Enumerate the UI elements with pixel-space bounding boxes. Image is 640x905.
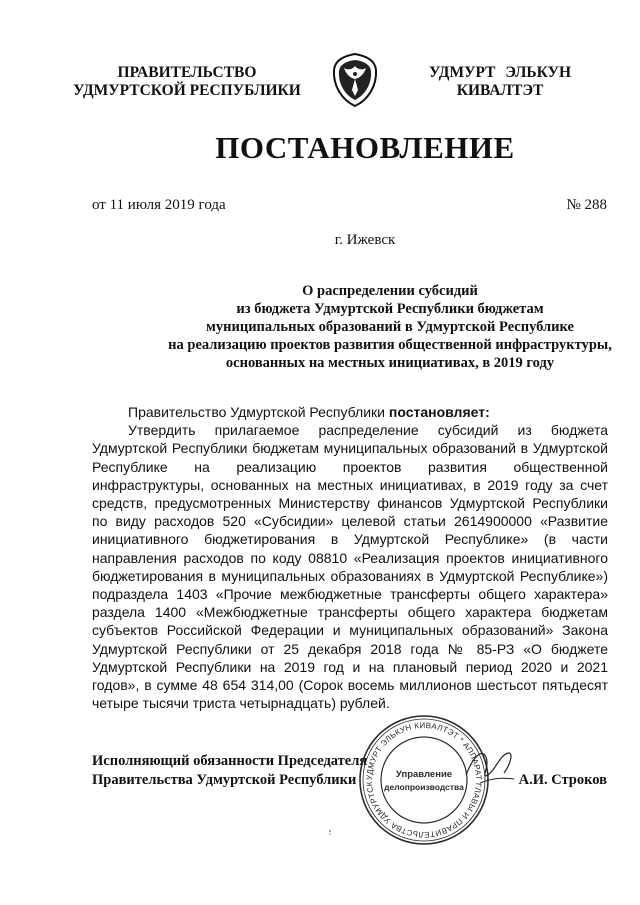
header-left-line1: ПРАВИТЕЛЬСТВО bbox=[117, 64, 257, 81]
scan-speck bbox=[328, 822, 332, 828]
body-intro-decree: постановляет: bbox=[388, 404, 490, 420]
stamp-inner-line1: Управление bbox=[395, 769, 453, 780]
coat-of-arms-emblem bbox=[330, 52, 380, 108]
document-subject bbox=[60, 282, 640, 372]
signature-position bbox=[92, 752, 367, 790]
subject-line: из бюджета Удмуртской Республики бюджетам bbox=[236, 301, 544, 317]
subject-line: О распределении субсидий bbox=[302, 283, 478, 299]
header-right-line2: КИВАЛТЭТ bbox=[456, 82, 544, 99]
stamp-ring-text: УДМУРТ ЭЛЬКУН КИВАЛТЭТ * АППАРАТ ГЛАВЫ И ПРАВИТЕЛЬСТВА УДМУРТСК bbox=[364, 720, 484, 840]
header-left bbox=[62, 64, 342, 100]
signature-position-line1: Исполняющий обязанности Председателя bbox=[92, 753, 368, 769]
handwritten-signature bbox=[460, 735, 520, 795]
signature-position-line2: Правительства Удмуртской Республики bbox=[92, 772, 357, 788]
body-intro bbox=[92, 403, 608, 421]
header-left-line2: УДМУРТСКОЙ РЕСПУБЛИКИ bbox=[73, 82, 301, 99]
signature-name: А.И. Строков bbox=[518, 772, 607, 788]
document-date: от 11 июля 2019 года bbox=[92, 197, 226, 213]
body-paragraph: Утвердить прилагаемое распределение субсидий из бюджета Удмуртской Республики бюджетам муниципальных образований в Удмуртской Республике на реализацию проектов развития общественной инфраструктуры, основанных на местных инициативах, в 2019 году за счет средств, предусмотренных Министерству финансов Удмуртской Республики по виду расходов 520 «Субсидии» целевой статьи 2614900000 «Развитие инициативного бюджетирования в Удмуртской Республике» (в части направления расходов по коду 08810 «Реализация проектов инициативного бюджетирования в муниципальных образованиях в Удмуртской Республике») подраздела 1403 «Прочие межбюджетные трансферты общего характера» раздела 1400 «Межбюджетные трансферты общего характера бюджетам субъектов Российской Федерации и муниципальных образований» Закона Удмуртской Республики от 25 декабря 2018 года № 85-РЗ «О бюджете Удмуртской Республики на 2019 год и на плановый период 2020 и 2021 годов», в сумме 48 654 314,00 (Сорок восемь миллионов шестьсот пятьдесят четыре тысячи триста четырнадцать) рублей. bbox=[92, 422, 608, 712]
document-city: г. Ижевск bbox=[334, 232, 396, 248]
header-right-line1: УДМУРТ ЭЛЬКУН bbox=[428, 64, 572, 81]
stamp-inner-line2: делопроизводства bbox=[384, 782, 464, 792]
body-intro-text: Правительство Удмуртской Республики bbox=[128, 404, 389, 420]
subject-line: основанных на местных инициативах, в 2019 году bbox=[225, 355, 555, 371]
document-title: ПОСТАНОВЛЕНИЕ bbox=[215, 130, 515, 165]
document-body bbox=[92, 403, 608, 712]
document-number: № 288 bbox=[566, 197, 607, 213]
subject-line: на реализацию проектов развития общественной инфраструктуры, bbox=[168, 337, 612, 353]
subject-line: муниципальных образований в Удмуртской Республике bbox=[206, 319, 574, 335]
header-right bbox=[400, 64, 600, 100]
